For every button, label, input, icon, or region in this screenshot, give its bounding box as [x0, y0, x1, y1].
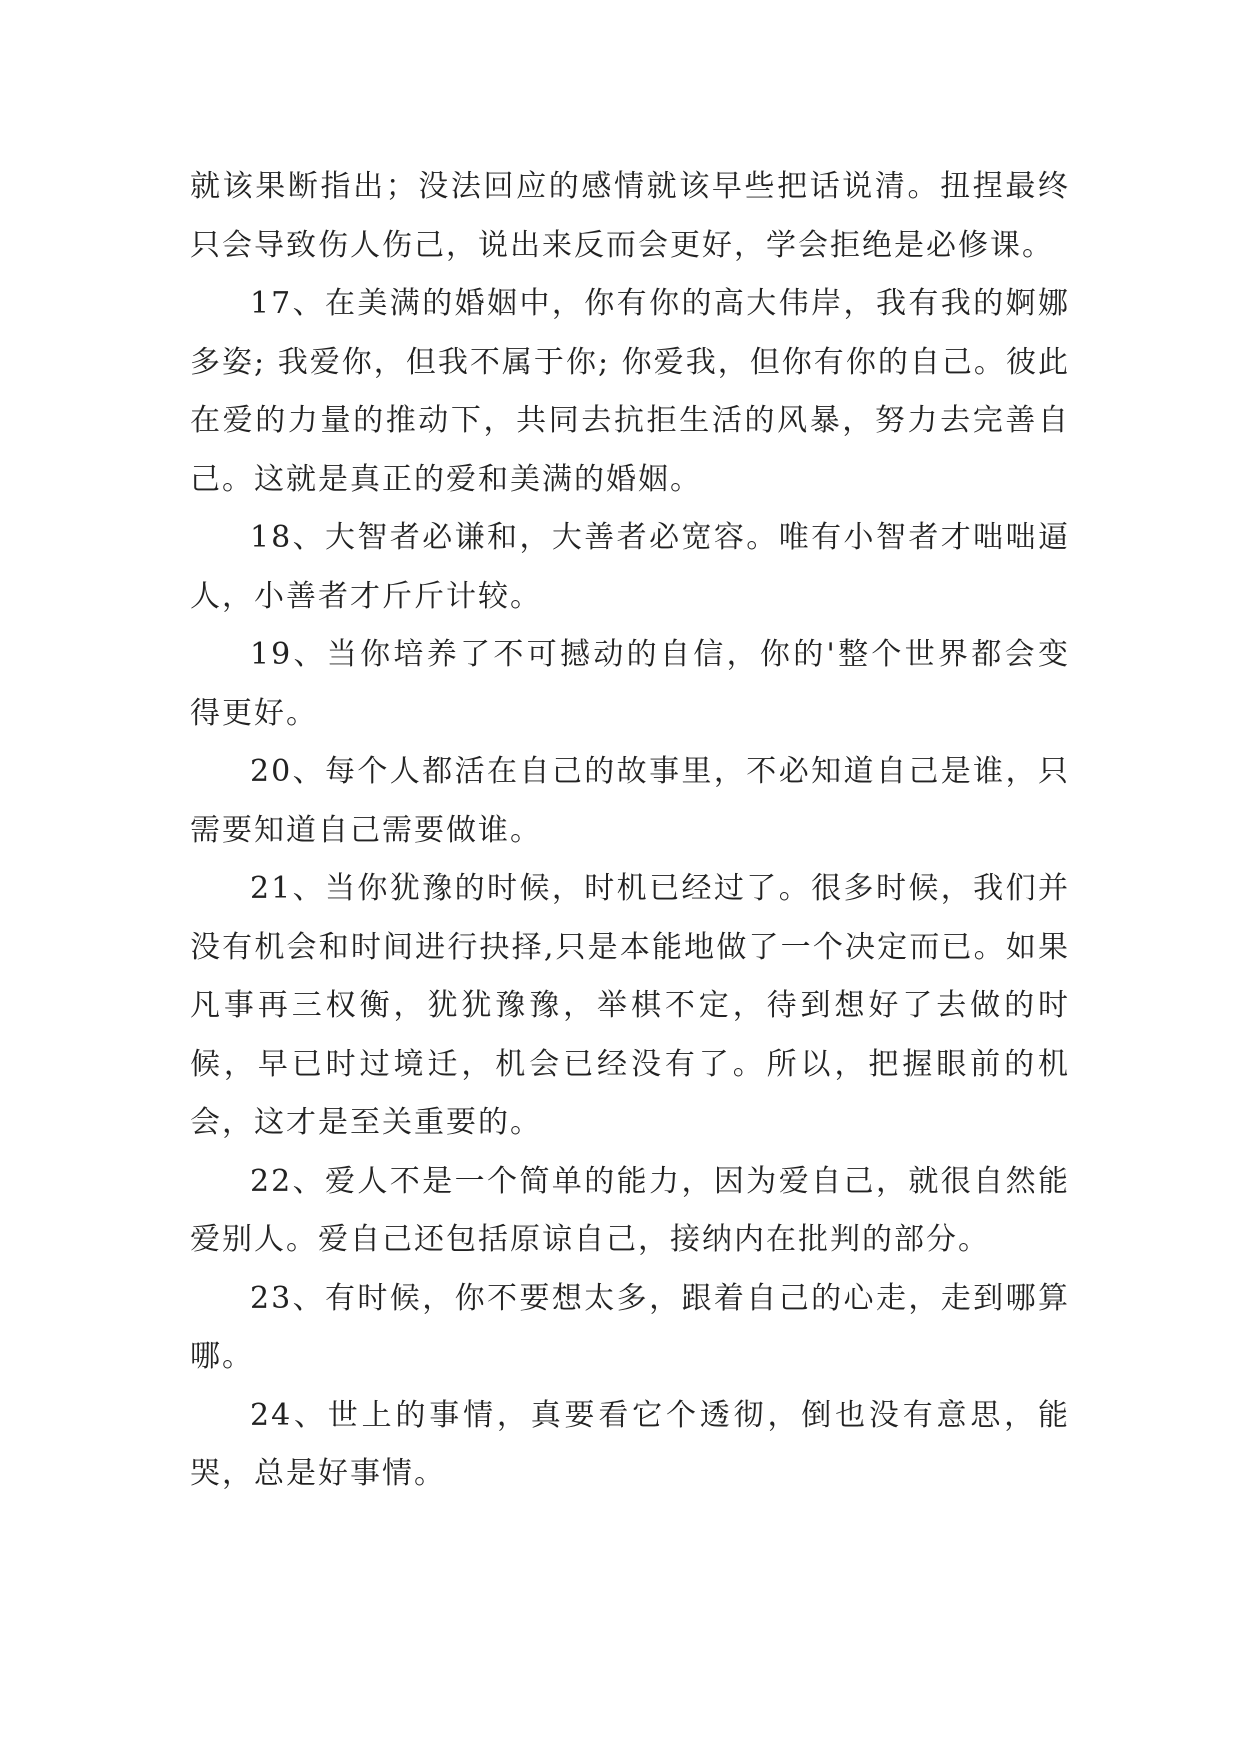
paragraph-22: 22、爱人不是一个简单的能力，因为爱自己，就很自然能爱别人。爱自己还包括原谅自己，接纳内在批判的部分。	[190, 1163, 1070, 1257]
paragraph-17: 17、在美满的婚姻中，你有你的高大伟岸，我有我的婀娜多姿; 我爱你，但我不属于你; 你爱我，但你有你的自己。彼此在爱的力量的推动下，共同去抗拒生活的风暴，努力去完善自己。这就是真正的爱和美满的婚姻。	[190, 286, 1070, 497]
document-body	[190, 158, 1070, 1504]
paragraph-18: 18、大智者必谦和，大善者必宽容。唯有小智者才咄咄逼人，小善者才斤斤计较。	[190, 520, 1070, 614]
paragraph-21: 21、当你犹豫的时候，时机已经过了。很多时候，我们并没有机会和时间进行抉择,只是本能地做了一个决定而已。如果凡事再三权衡，犹犹豫豫，举棋不定，待到想好了去做的时候，早已时过境迁，机会已经没有了。所以，把握眼前的机会，这才是至关重要的。	[190, 871, 1070, 1140]
paragraph-23: 23、有时候，你不要想太多，跟着自己的心走，走到哪算哪。	[190, 1280, 1070, 1374]
paragraph-24: 24、世上的事情，真要看它个透彻，倒也没有意思，能哭，总是好事情。	[190, 1397, 1070, 1491]
paragraph-continued: 就该果断指出；没法回应的感情就该早些把话说清。扭捏最终只会导致伤人伤己，说出来反而会更好，学会拒绝是必修课。	[190, 169, 1070, 263]
paragraph-19: 19、当你培养了不可撼动的自信，你的'整个世界都会变得更好。	[190, 637, 1070, 731]
paragraph-20: 20、每个人都活在自己的故事里，不必知道自己是谁，只需要知道自己需要做谁。	[190, 754, 1070, 848]
